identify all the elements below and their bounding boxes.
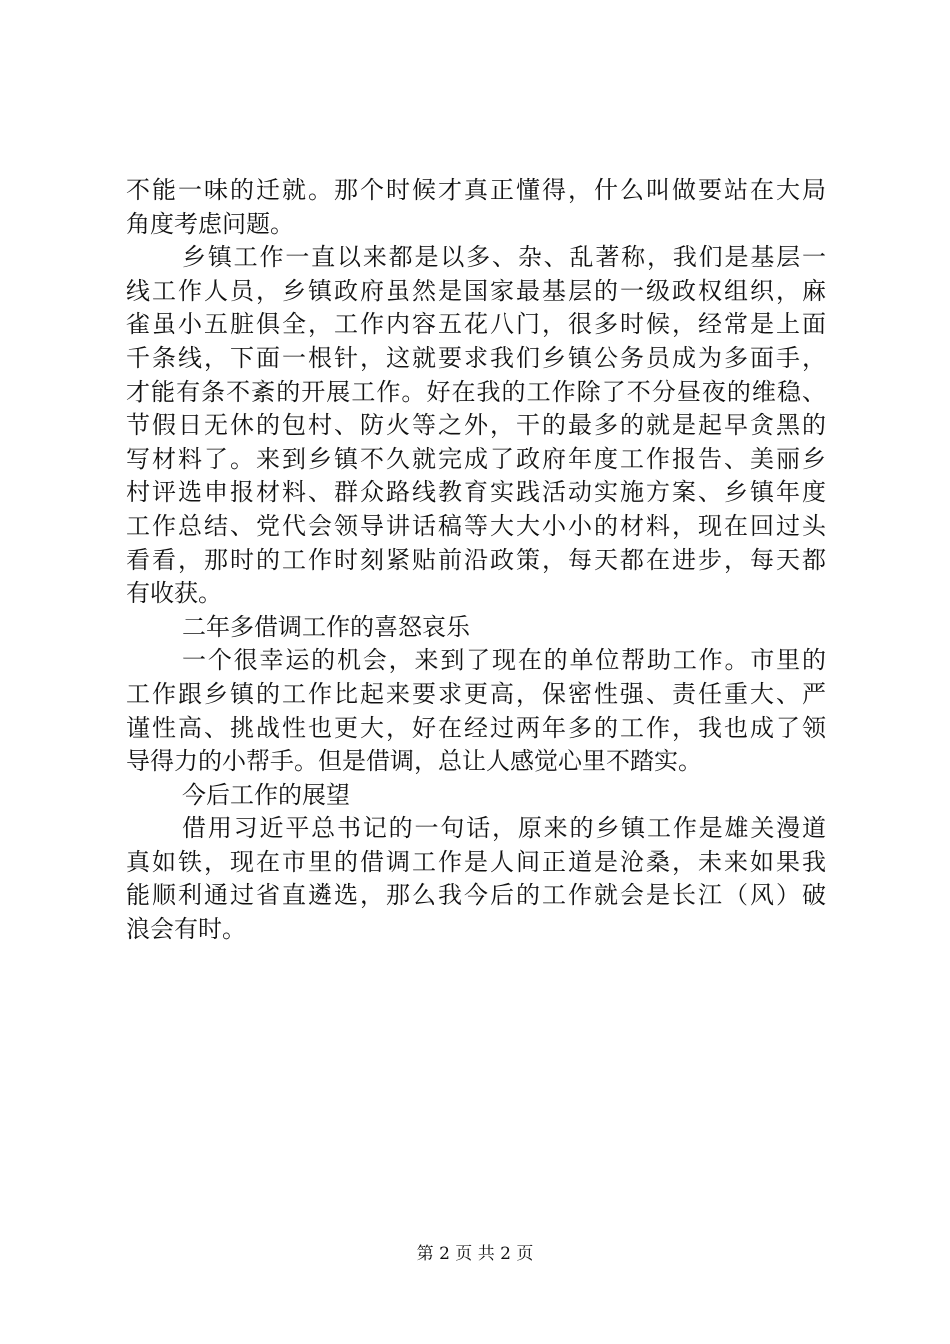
text-line: 千条线，下面一根针，这就要求我们乡镇公务员成为多面手， xyxy=(126,343,826,372)
section-heading: 今后工作的展望 xyxy=(182,780,350,809)
text-line: 节假日无休的包村、防火等之外，干的最多的就是起早贪黑的 xyxy=(126,411,826,440)
paragraph-start-line: 乡镇工作一直以来都是以多、杂、乱著称，我们是基层一 xyxy=(182,243,826,272)
page-number-footer: 第 2 页 共 2 页 xyxy=(416,1244,534,1264)
text-line: 不能一味的迁就。那个时候才真正懂得，什么叫做要站在大局 xyxy=(126,176,826,204)
paragraph-start-line: 一个很幸运的机会，来到了现在的单位帮助工作。市里的 xyxy=(182,646,826,675)
text-line: 浪会有时。 xyxy=(126,915,246,944)
text-line: 写材料了。来到乡镇不久就完成了政府年度工作报告、美丽乡 xyxy=(126,444,826,473)
text-line: 雀虽小五脏俱全，工作内容五花八门，很多时候，经常是上面 xyxy=(126,310,826,339)
text-line: 能顺利通过省直遴选，那么我今后的工作就会是长江（风）破 xyxy=(126,881,826,910)
text-line: 工作总结、党代会领导讲话稿等大大小小的材料，现在回过头 xyxy=(126,511,826,540)
text-line: 工作跟乡镇的工作比起来要求更高，保密性强、责任重大、严 xyxy=(126,679,826,708)
text-line: 线工作人员，乡镇政府虽然是国家最基层的一级政权组织，麻 xyxy=(126,276,826,305)
document-body xyxy=(126,174,826,947)
section-heading: 二年多借调工作的喜怒哀乐 xyxy=(182,612,470,641)
paragraph-start-line: 借用习近平总书记的一句话，原来的乡镇工作是雄关漫道 xyxy=(182,814,826,843)
text-line: 真如铁，现在市里的借调工作是人间正道是沧桑，未来如果我 xyxy=(126,847,826,876)
text-line: 看看，那时的工作时刻紧贴前沿政策，每天都在进步，每天都 xyxy=(126,545,826,574)
text-line: 谨性高、挑战性也更大，好在经过两年多的工作，我也成了领 xyxy=(126,713,826,742)
text-line: 村评选申报材料、群众路线教育实践活动实施方案、乡镇年度 xyxy=(126,478,826,507)
text-line: 导得力的小帮手。但是借调，总让人感觉心里不踏实。 xyxy=(126,747,702,776)
text-line: 才能有条不紊的开展工作。好在我的工作除了不分昼夜的维稳、 xyxy=(126,377,826,406)
text-line: 有收获。 xyxy=(126,579,222,608)
text-line: 角度考虑问题。 xyxy=(126,209,294,238)
